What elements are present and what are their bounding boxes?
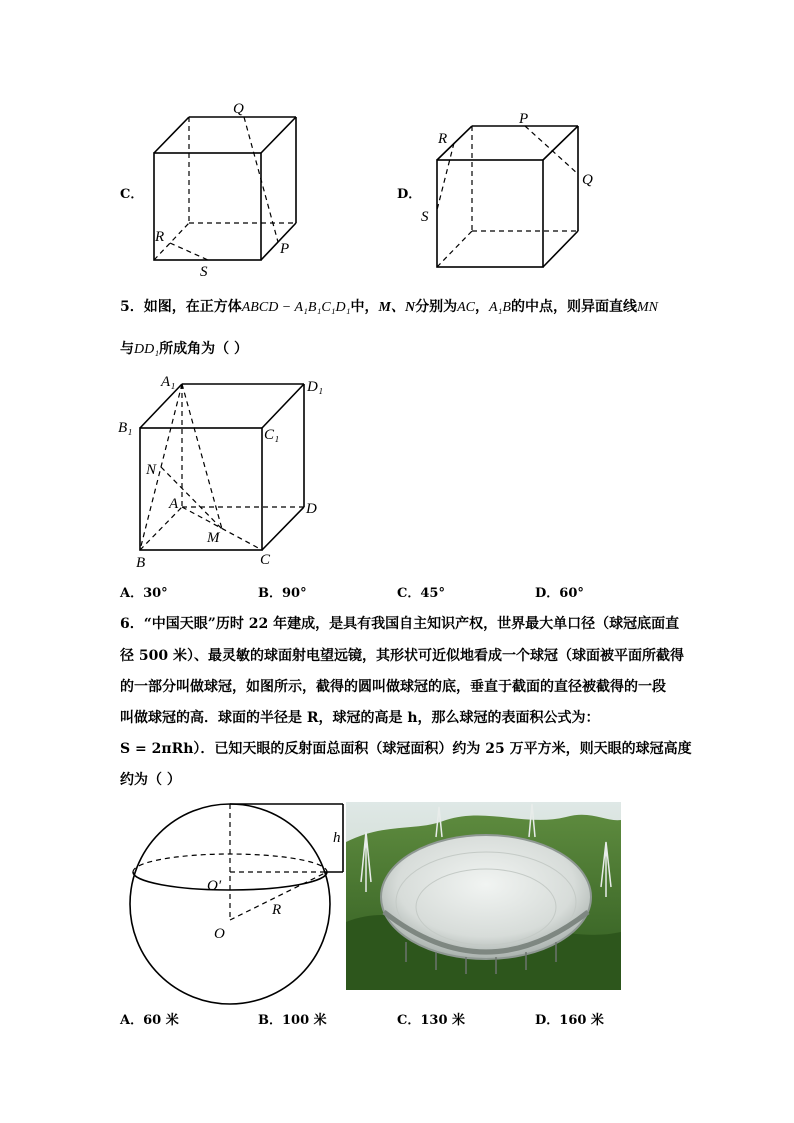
label-c: C — [260, 552, 271, 568]
top-right-edge — [543, 126, 578, 160]
q5-cube-name: ABCD − A₁B₁C₁D₁ — [241, 300, 351, 315]
telescope-illustration — [346, 802, 621, 990]
front-face — [154, 153, 261, 260]
hidden-diagonal-edge — [437, 231, 472, 267]
label-b: B — [136, 555, 146, 571]
label-d1: D₁ — [307, 379, 324, 395]
label-q: Q — [233, 101, 244, 117]
q6-line-5: S = 2πRh）．已知天眼的反射面总面积（球冠面积）约为 25 万平方米，则天眼的球冠高度 — [120, 741, 692, 757]
label-b1: B₁ — [118, 420, 133, 436]
label-o: O — [214, 926, 225, 942]
top-left-edge — [154, 117, 189, 153]
top-right-edge — [261, 117, 296, 153]
q5-option-d[interactable]: D．60° — [535, 586, 584, 601]
sphere-cap-figure — [125, 796, 345, 1006]
label-o-prime: O′ — [207, 878, 222, 894]
figure-c-cube — [140, 95, 310, 280]
q5-line-2 — [120, 338, 248, 358]
label-c1: C₁ — [264, 427, 280, 443]
diag-a-c — [182, 507, 262, 550]
label-p: P — [280, 241, 290, 257]
q6-line-1: 6．“中国天眼”历时 22 年建成，是具有我国自主知识产权，世界最大单口径（球冠底面直 — [120, 616, 680, 632]
figure-d-cube — [418, 108, 608, 276]
q6-line-2: 径 500 米）、最灵敏的球面射电望远镜，其形状可近似地看成一个球冠（球面被平面所截得 — [120, 648, 684, 664]
label-q: Q — [582, 172, 593, 188]
q5-line2-prefix: 与 — [120, 341, 134, 357]
q6-option-c[interactable]: C．130 米 — [397, 1013, 466, 1028]
q5-dd1: DD₁ — [134, 342, 160, 357]
label-a1: A₁ — [161, 374, 176, 390]
q5-mn: M、N — [378, 300, 416, 315]
q5-cube-figure — [115, 368, 345, 573]
line-rs — [170, 243, 208, 260]
option-d-label: D． — [397, 187, 422, 202]
bottom-right-edge — [261, 223, 296, 260]
q5-ac: AC — [457, 300, 475, 315]
q5-comma: ， — [474, 299, 489, 315]
label-s: S — [200, 264, 208, 280]
label-r: R — [438, 131, 448, 147]
edge-b-a — [140, 507, 182, 550]
q5-a1b: A₁B — [488, 300, 511, 315]
q5-mid2: 分别为 — [415, 299, 458, 315]
q5-option-a[interactable]: A．30° — [120, 586, 168, 601]
q5-option-b[interactable]: B．90° — [258, 586, 307, 601]
q6-option-d[interactable]: D．160 米 — [535, 1013, 604, 1028]
q5-line-1 — [120, 296, 658, 316]
label-h: h — [333, 830, 341, 846]
label-r: R — [272, 902, 282, 918]
q5-mn-line: MN — [636, 300, 658, 315]
label-m: M — [207, 530, 220, 546]
edge-c-d — [262, 507, 304, 550]
label-r: R — [155, 229, 165, 245]
q6-option-a[interactable]: A．60 米 — [120, 1013, 179, 1028]
label-s: S — [421, 209, 429, 225]
q6-line-6: 约为（ ） — [120, 772, 181, 788]
q5-line2-suffix: 所成角为（ ） — [159, 341, 248, 357]
fast-telescope-photo — [346, 802, 621, 990]
q5-prefix: 5．如图，在正方体 — [120, 299, 242, 315]
edge-c1-d1 — [262, 384, 304, 428]
line-rs — [437, 143, 454, 210]
q6-line-4: 叫做球冠的高．球面的半径是 R，球冠的高是 h，那么球冠的表面积公式为： — [120, 710, 600, 726]
edge-b1-a1 — [140, 384, 182, 428]
q5-mid: 中， — [350, 299, 379, 315]
q6-option-b[interactable]: B．100 米 — [258, 1013, 327, 1028]
q6-line-3: 的一部分叫做球冠，如图所示，截得的圆叫做球冠的底，垂直于截面的直径被截得的一段 — [120, 679, 666, 695]
label-p: P — [519, 111, 529, 127]
q5-option-c[interactable]: C．45° — [397, 586, 445, 601]
front-face — [140, 428, 262, 550]
label-n: N — [146, 462, 157, 478]
q5-suffix: 的中点，则异面直线 — [510, 299, 637, 315]
label-a: A — [169, 496, 179, 512]
bottom-right-edge — [543, 231, 578, 267]
label-d: D — [306, 501, 317, 517]
option-c-label: C． — [120, 187, 144, 202]
